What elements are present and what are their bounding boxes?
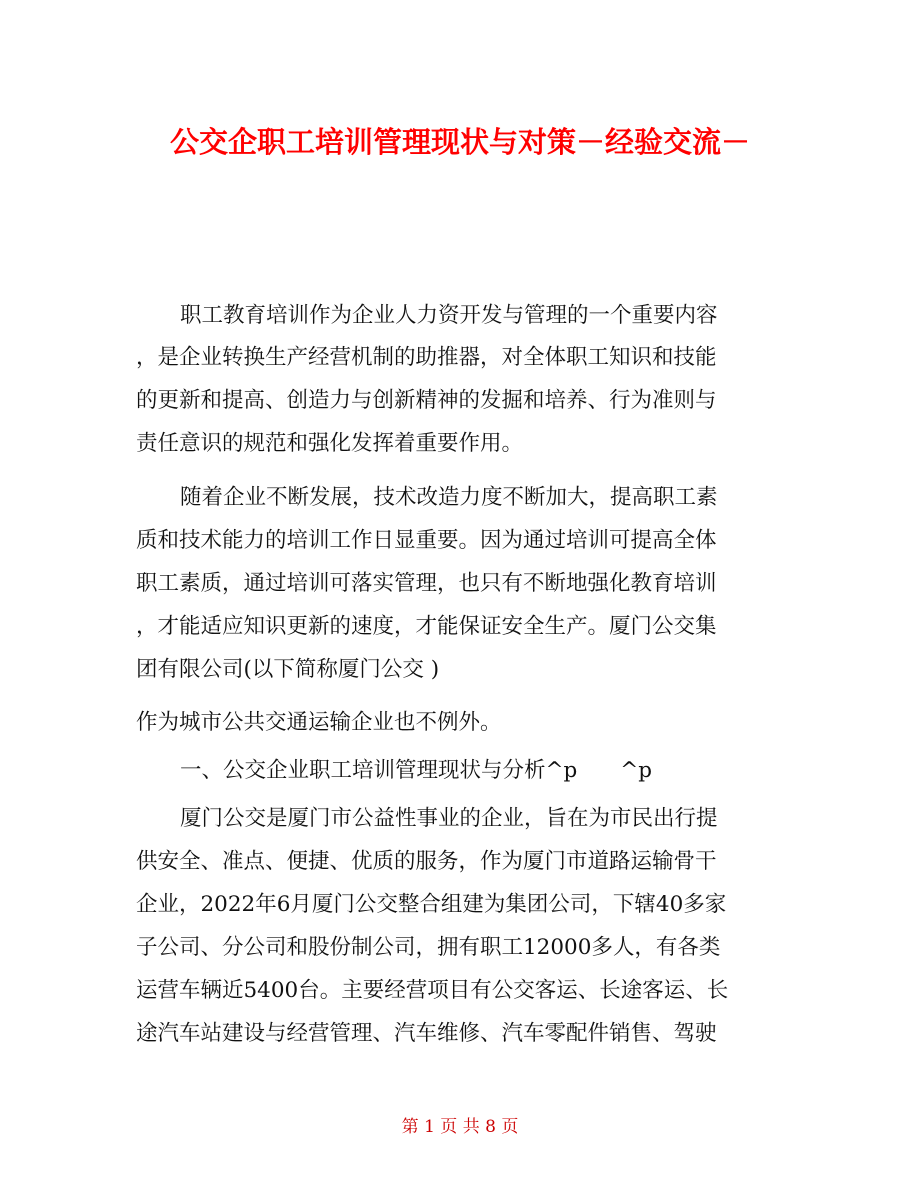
paragraph-line: 作为城市公共交通运输企业也不例外。 (136, 710, 502, 735)
paragraph-line: 职工教育培训作为企业人力资开发与管理的一个重要内容 (180, 303, 718, 328)
paragraph-line: ，才能适应知识更新的速度，才能保证安全生产。厦门公交集 (136, 614, 717, 639)
paragraph-line: 职工素质，通过培训可落实管理，也只有不断地强化教育培训 (136, 571, 717, 596)
paragraph-line: 厦门公交是厦门市公益性事业的企业，旨在为市民出行提 (180, 806, 718, 831)
document-title: 公交企职工培训管理现状与对策－经验交流－ (169, 125, 750, 159)
paragraph-line: 团有限公司(以下简称厦门公交 ) (136, 657, 440, 682)
paragraph-line: 途汽车站建设与经营管理、汽车维修、汽车零配件销售、驾驶 (136, 1021, 717, 1046)
paragraph-line: 企业，2022年6月厦门公交整合组建为集团公司，下辖40多家 (136, 892, 727, 917)
section-heading: 一、公交企业职工培训管理现状与分析^p ^p (180, 758, 653, 783)
page-footer: 第 1 页 共 8 页 (401, 1117, 519, 1137)
paragraph-line: 的更新和提高、创造力与创新精神的发掘和培养、行为准则与 (136, 388, 717, 413)
paragraph-line: 子公司、分公司和股份制公司，拥有职工12000多人，有各类 (136, 935, 721, 960)
paragraph-line: 随着企业不断发展，技术改造力度不断加大，提高职工素 (180, 485, 718, 510)
paragraph-line: 质和技术能力的培训工作日显重要。因为通过培训可提高全体 (136, 528, 717, 553)
paragraph-line: 责任意识的规范和强化发挥着重要作用。 (136, 431, 524, 456)
paragraph-line: 运营车辆近5400台。主要经营项目有公交客运、长途客运、长 (136, 978, 729, 1003)
paragraph-line: ，是企业转换生产经营机制的助推器，对全体职工知识和技能 (136, 345, 717, 370)
paragraph-line: 供安全、准点、便捷、优质的服务，作为厦门市道路运输骨干 (136, 849, 717, 874)
